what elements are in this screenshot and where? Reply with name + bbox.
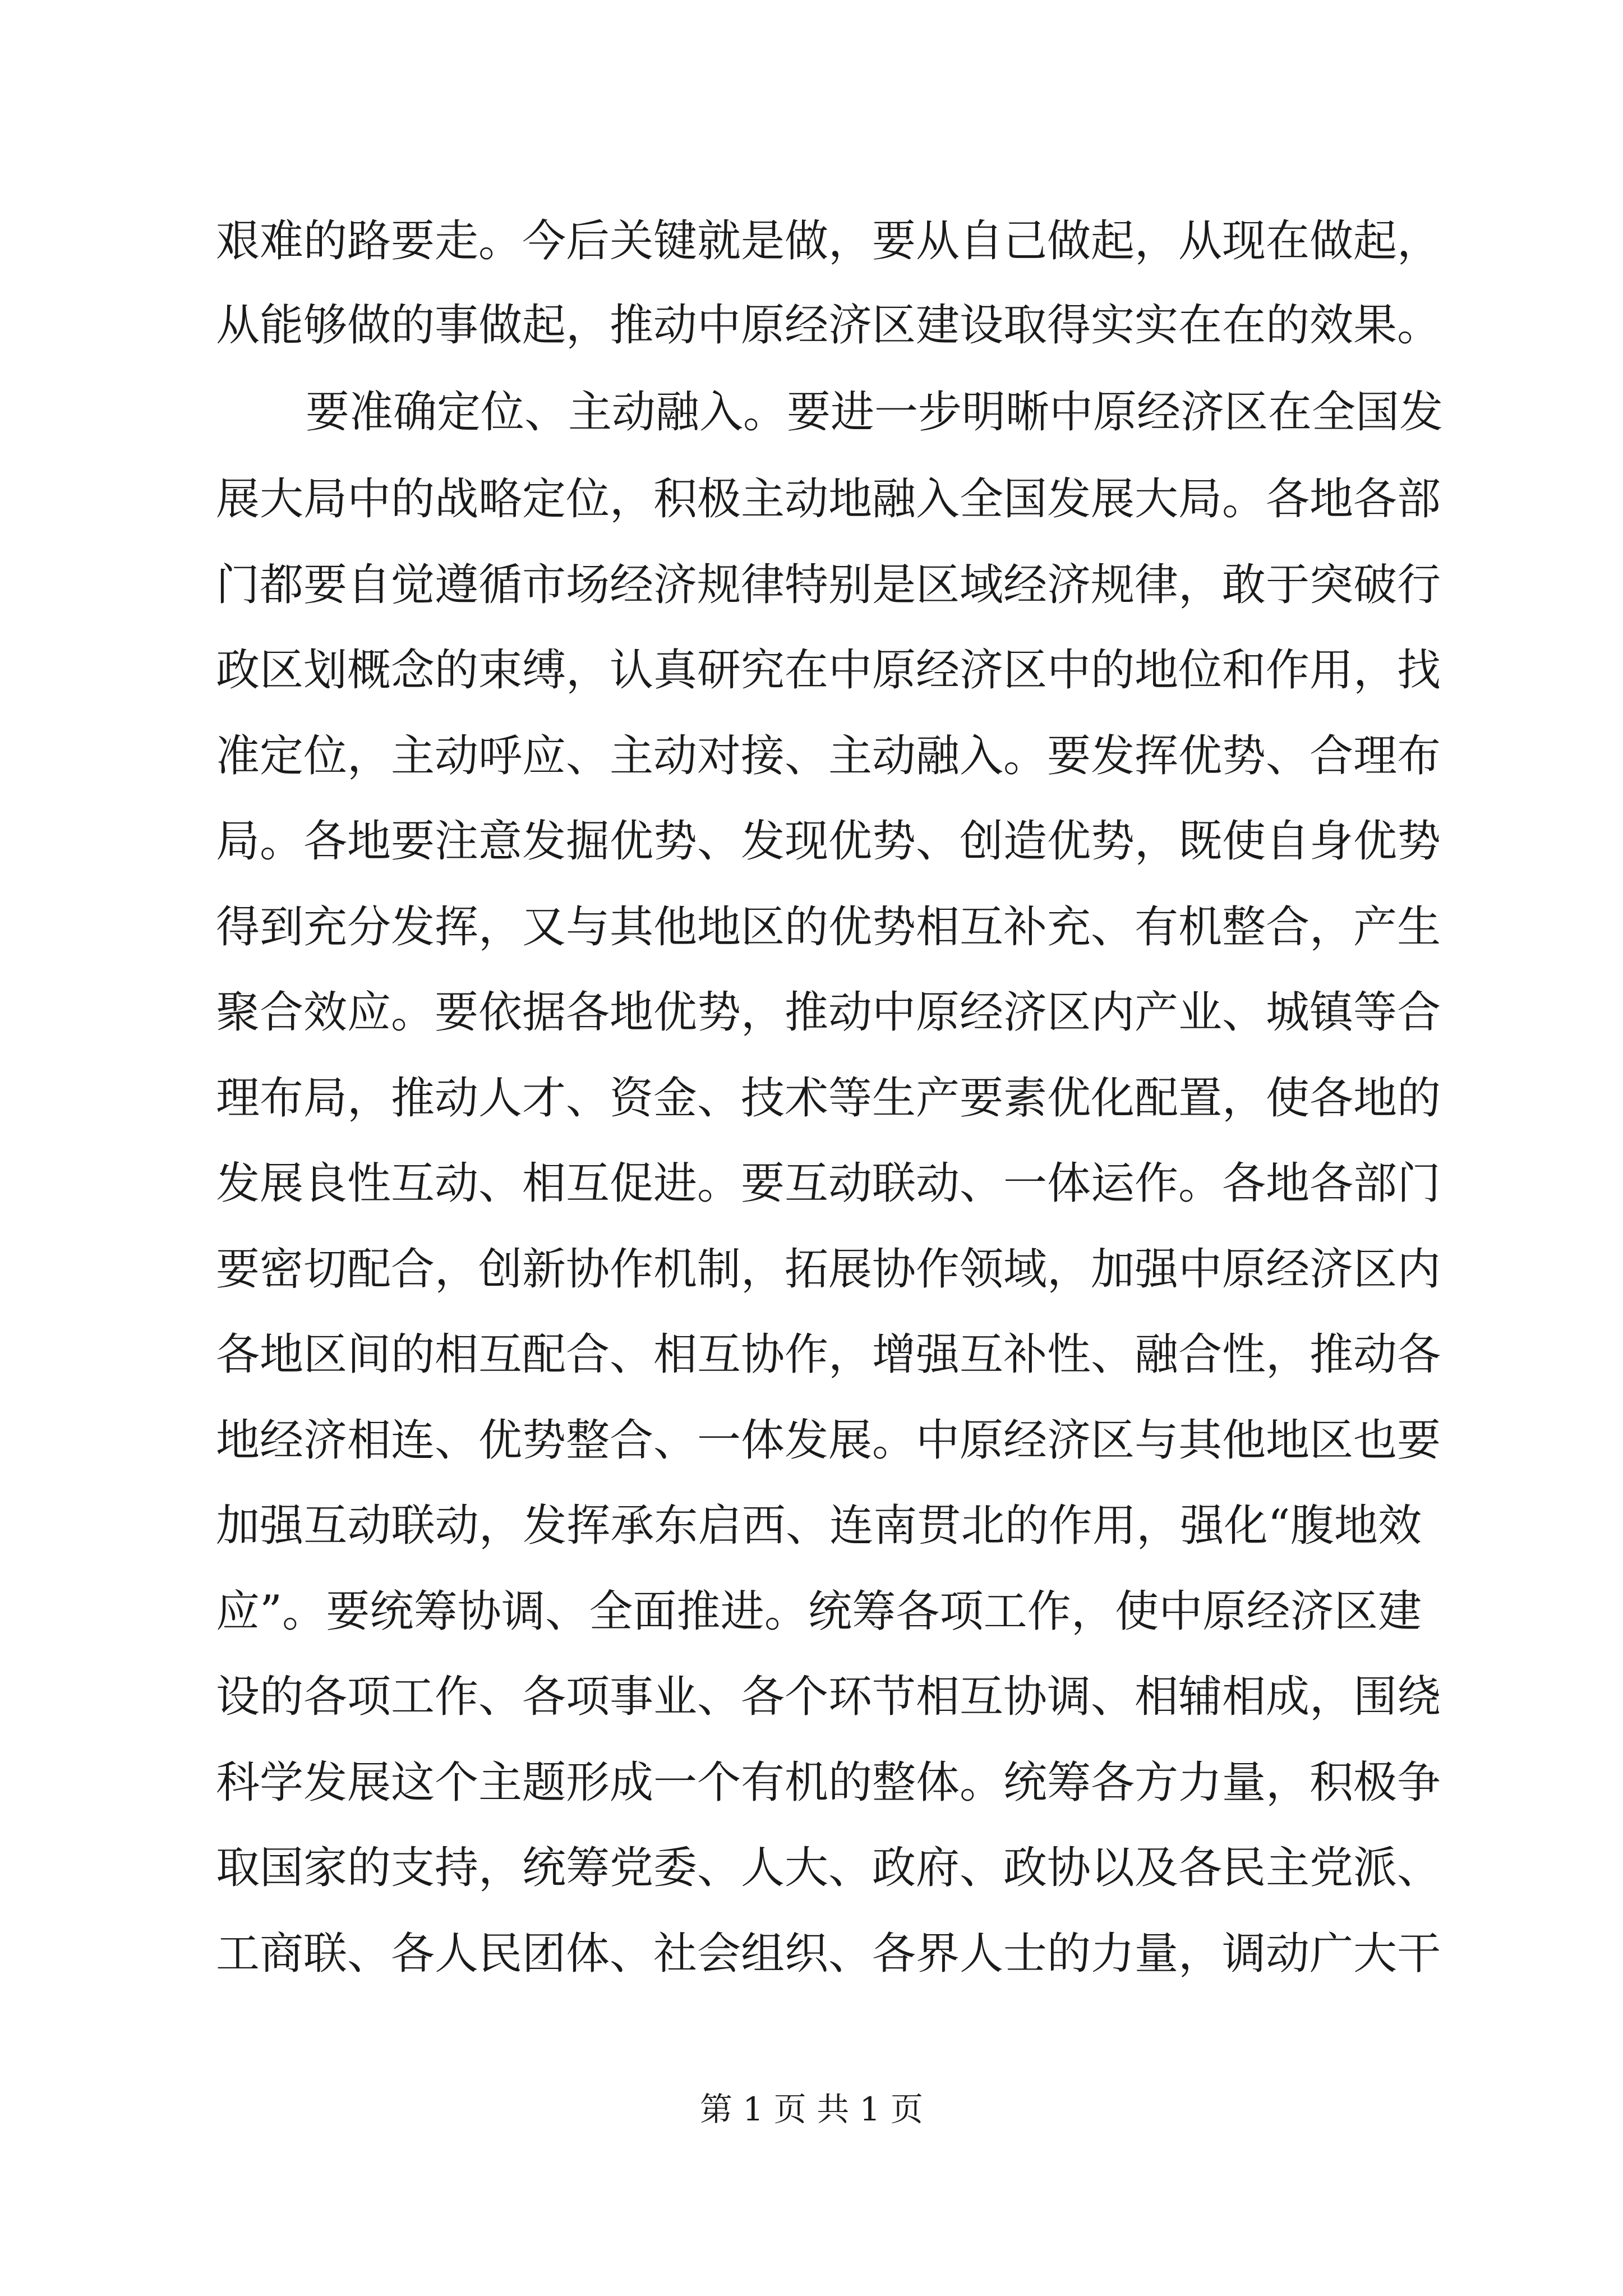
text-line: 理布局，推动人才、资金、技术等生产要素优化配置，使各地的 bbox=[216, 1073, 1441, 1124]
text-line: 科学发展这个主题形成一个有机的整体。统筹各方力量，积极争 bbox=[216, 1757, 1441, 1808]
text-line: 发展良性互动、相互促进。要互动联动、一体运作。各地各部门 bbox=[216, 1158, 1441, 1209]
text-line: 加强互动联动，发挥承东启西、连南贯北的作用，强化“腹地效 bbox=[216, 1501, 1422, 1551]
text-line: 要密切配合，创新协作机制，拓展协作领域，加强中原经济区内 bbox=[216, 1244, 1441, 1295]
page-footer: 第 1 页 共 1 页 bbox=[700, 2090, 923, 2128]
text-line: 展大局中的战略定位，积极主动地融入全国发展大局。各地各部 bbox=[216, 474, 1441, 524]
text-line: 聚合效应。要依据各地优势，推动中原经济区内产业、城镇等合 bbox=[216, 987, 1441, 1038]
text-line: 应”。要统筹协调、全面推进。统筹各项工作，使中原经济区建 bbox=[216, 1586, 1422, 1637]
text-line: 设的各项工作、各项事业、各个环节相互协调、相辅相成，围绕 bbox=[216, 1672, 1441, 1722]
text-line: 工商联、各人民团体、社会组织、各界人士的力量，调动广大干 bbox=[216, 1929, 1441, 1979]
text-line: 取国家的支持，统筹党委、人大、政府、政协以及各民主党派、 bbox=[216, 1843, 1441, 1893]
text-line: 得到充分发挥，又与其他地区的优势相互补充、有机整合，产生 bbox=[216, 902, 1441, 953]
text-line: 从能够做的事做起，推动中原经济区建设取得实实在在的效果。 bbox=[216, 300, 1441, 351]
text-line: 局。各地要注意发掘优势、发现优势、创造优势，既使自身优势 bbox=[216, 816, 1441, 867]
text-line: 各地区间的相互配合、相互协作，增强互补性、融合性，推动各 bbox=[216, 1329, 1441, 1380]
text-line: 准定位，主动呼应、主动对接、主动融入。要发挥优势、合理布 bbox=[216, 731, 1441, 781]
text-line: 要准确定位、主动融入。要进一步明晰中原经济区在全国发 bbox=[306, 387, 1444, 438]
text-line: 地经济相连、优势整合、一体发展。中原经济区与其他地区也要 bbox=[216, 1415, 1441, 1466]
text-line: 艰难的路要走。今后关键就是做，要从自己做起，从现在做起， bbox=[216, 216, 1441, 266]
text-line: 门都要自觉遵循市场经济规律特别是区域经济规律，敢于突破行 bbox=[216, 560, 1441, 610]
text-line: 政区划概念的束缚，认真研究在中原经济区中的地位和作用，找 bbox=[216, 645, 1441, 696]
